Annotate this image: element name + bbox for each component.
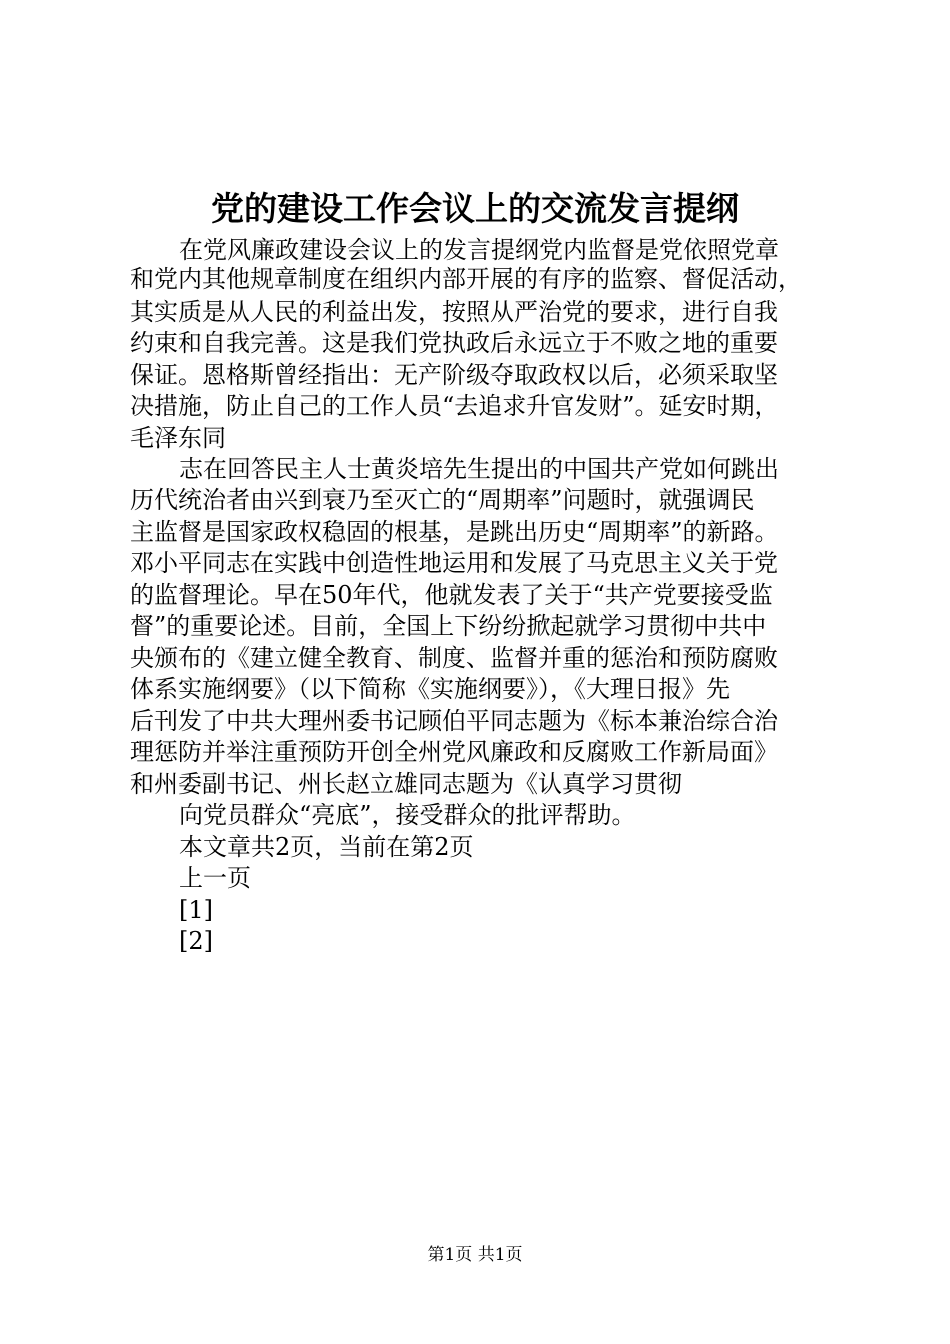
page-2-link[interactable]: [2] [179, 927, 213, 955]
text-line: 主监督是国家政权稳固的根基，是跳出历史“周期率”的新路。 [130, 518, 779, 546]
text-line: 志在回答民主人士黄炎培先生提出的中国共产党如何跳出 [179, 455, 779, 483]
prev-page-link[interactable]: 上一页 [179, 864, 251, 892]
text-line: 和党内其他规章制度在组织内部开展的有序的监察、督促活动， [130, 265, 802, 293]
document-title: 党的建设工作会议上的交流发言提纲 [211, 189, 739, 228]
text-line: 督”的重要论述。目前，全国上下纷纷掀起就学习贯彻中共中 [130, 612, 767, 640]
text-line: 的监督理论。早在50年代，他就发表了关于“共产党要接受监 [130, 581, 773, 609]
page-1-link[interactable]: [1] [179, 896, 213, 924]
text-line: 后刊发了中共大理州委书记顾伯平同志题为《标本兼治综合治 [130, 707, 778, 735]
text-line: 决措施，防止自己的工作人员“去追求升官发财”。延安时期， [130, 392, 779, 420]
page-info: 本文章共2页，当前在第2页 [179, 833, 474, 861]
text-line: 历代统治者由兴到衰乃至灭亡的“周期率”问题时，就强调民 [130, 486, 755, 514]
text-line: 体系实施纲要》（以下简称《实施纲要》），《大理日报》先 [130, 675, 730, 703]
text-line: 约束和自我完善。这是我们党执政后永远立于不败之地的重要 [130, 329, 778, 357]
text-line: 理惩防并举注重预防开创全州党风廉政和反腐败工作新局面》 [130, 738, 778, 766]
paragraph-3: 向党员群众“亮底”，接受群众的批评帮助。 [179, 801, 636, 829]
page-footer: 第1页 共1页 [427, 1245, 523, 1265]
text-line: 保证。恩格斯曾经指出：无产阶级夺取政权以后，必须采取坚 [130, 361, 778, 389]
text-line: 在党风廉政建设会议上的发言提纲党内监督是党依照党章 [179, 236, 779, 264]
text-line: 毛泽东同 [130, 424, 226, 452]
text-line: 和州委副书记、州长赵立雄同志题为《认真学习贯彻 [130, 770, 682, 798]
text-line: 邓小平同志在实践中创造性地运用和发展了马克思主义关于党 [130, 549, 778, 577]
text-line: 央颁布的《建立健全教育、制度、监督并重的惩治和预防腐败 [130, 644, 778, 672]
text-line: 其实质是从人民的利益出发，按照从严治党的要求，进行自我 [130, 298, 778, 326]
